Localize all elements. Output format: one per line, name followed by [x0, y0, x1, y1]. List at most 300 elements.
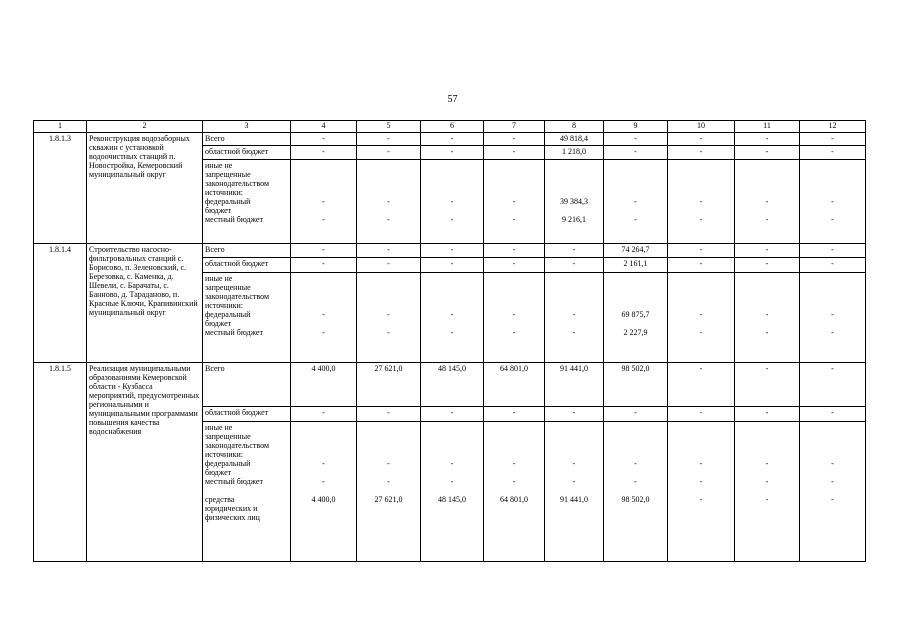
- value: [423, 206, 481, 215]
- value: [737, 513, 797, 522]
- column-header: 7: [484, 121, 545, 133]
- value: -: [765, 495, 769, 504]
- funding-source-line: источники:: [205, 301, 243, 310]
- value: -: [512, 197, 516, 206]
- value: -: [450, 215, 454, 224]
- value: -: [699, 197, 703, 206]
- value: -: [450, 408, 454, 417]
- value: -: [512, 147, 516, 156]
- value-cell: [484, 133, 545, 146]
- column-header: 8: [545, 121, 604, 133]
- item-code: 1.8.1.3: [34, 133, 87, 244]
- value: -: [699, 134, 703, 143]
- value: [802, 179, 863, 188]
- value: [486, 188, 542, 197]
- value: 9 216,1: [562, 215, 586, 224]
- value: -: [387, 215, 390, 224]
- value: [606, 274, 665, 283]
- value-cell: [800, 258, 866, 273]
- value-cell: [800, 160, 866, 244]
- value: [670, 441, 732, 450]
- value: [293, 301, 354, 310]
- value: [547, 161, 601, 170]
- value: -: [765, 328, 769, 337]
- value: [293, 319, 354, 328]
- value: -: [322, 477, 325, 486]
- value-cell: [357, 273, 421, 363]
- value: -: [765, 408, 769, 417]
- value: [423, 432, 481, 441]
- value: [293, 283, 354, 292]
- value: 98 502,0: [621, 364, 650, 373]
- value: 69 875,7: [621, 310, 650, 319]
- value: -: [699, 477, 703, 486]
- value: -: [450, 477, 454, 486]
- funding-source-line: местный бюджет: [205, 328, 263, 337]
- value: [802, 206, 863, 215]
- value: [359, 423, 418, 432]
- value: [802, 423, 863, 432]
- value: [293, 504, 354, 513]
- value: -: [387, 245, 390, 254]
- value: -: [512, 215, 516, 224]
- value: [547, 450, 601, 459]
- funding-source-line: законодательством: [205, 292, 270, 301]
- value: [423, 292, 481, 301]
- item-code: 1.8.1.5: [34, 363, 87, 562]
- item-name: Реализация муниципальными образованиями Кемеровской области - Кузбасса мероприятий, предусмотренных региональными и муниципальными программами повышения качества водоснабжения: [87, 363, 203, 562]
- value: [359, 513, 418, 522]
- value-cell: [735, 146, 800, 160]
- value: [670, 486, 732, 495]
- value: 98 502,0: [621, 495, 650, 504]
- funding-source-line: бюджет: [205, 468, 232, 477]
- value: -: [699, 215, 703, 224]
- value: [606, 161, 665, 170]
- value: [359, 206, 418, 215]
- value: [547, 206, 601, 215]
- value-cell: [357, 363, 421, 407]
- value: 2 161,1: [623, 259, 648, 268]
- value-cell: [735, 258, 800, 273]
- value-cell: [421, 407, 484, 422]
- value: 1 218,0: [562, 147, 586, 156]
- value: -: [699, 408, 703, 417]
- funding-source: [203, 258, 291, 273]
- value: [293, 468, 354, 477]
- value: -: [322, 459, 325, 468]
- value: [606, 468, 665, 477]
- value: [670, 283, 732, 292]
- value: [547, 179, 601, 188]
- value: [802, 170, 863, 179]
- value: [737, 179, 797, 188]
- value-cell: [800, 244, 866, 258]
- value-cell: [604, 146, 668, 160]
- value: [486, 292, 542, 301]
- value: [802, 292, 863, 301]
- value: [359, 179, 418, 188]
- value: -: [765, 215, 769, 224]
- value: [670, 206, 732, 215]
- value-cell: [421, 146, 484, 160]
- value: [486, 274, 542, 283]
- value: [359, 468, 418, 477]
- value: -: [450, 459, 454, 468]
- value: [670, 274, 732, 283]
- value-cell: [668, 273, 735, 363]
- value-cell: [604, 258, 668, 273]
- value: [423, 486, 481, 495]
- value-cell: [668, 407, 735, 422]
- value-cell: [735, 407, 800, 422]
- value: 74 264,7: [621, 245, 650, 254]
- item-code: 1.8.1.4: [34, 244, 87, 363]
- value: [547, 283, 601, 292]
- funding-source-line: Всего: [205, 364, 225, 373]
- value-cell: [291, 422, 357, 562]
- value: [547, 188, 601, 197]
- value: [359, 504, 418, 513]
- value: [486, 423, 542, 432]
- value: -: [765, 459, 769, 468]
- value: [293, 432, 354, 441]
- column-header: 5: [357, 121, 421, 133]
- funding-source-line: Всего: [205, 245, 225, 254]
- value: -: [450, 245, 454, 254]
- header-row: [34, 121, 866, 133]
- column-header: 11: [735, 121, 800, 133]
- value: [423, 468, 481, 477]
- value: [293, 450, 354, 459]
- value: [293, 274, 354, 283]
- value-cell: [291, 363, 357, 407]
- value: -: [572, 245, 576, 254]
- value: [802, 504, 863, 513]
- value-cell: [545, 273, 604, 363]
- value: -: [831, 328, 834, 337]
- value: -: [450, 147, 454, 156]
- funding-source-line: иные не: [205, 423, 233, 432]
- value: -: [765, 259, 769, 268]
- value: 64 801,0: [500, 495, 528, 504]
- value: -: [387, 310, 390, 319]
- value-cell: [484, 146, 545, 160]
- value: [423, 441, 481, 450]
- value: -: [831, 310, 834, 319]
- value-cell: [668, 422, 735, 562]
- value: [606, 486, 665, 495]
- value: [606, 432, 665, 441]
- value-cell: [291, 407, 357, 422]
- value-cell: [668, 363, 735, 407]
- funding-source-line: запрещенные: [205, 432, 251, 441]
- value-cell: [545, 422, 604, 562]
- value: [486, 450, 542, 459]
- value: [423, 301, 481, 310]
- value: [606, 423, 665, 432]
- value: -: [634, 477, 637, 486]
- value-cell: [545, 146, 604, 160]
- value: [359, 301, 418, 310]
- value: -: [512, 245, 516, 254]
- value: -: [831, 259, 834, 268]
- value: -: [699, 364, 703, 373]
- value: [737, 206, 797, 215]
- value: -: [572, 259, 576, 268]
- value-cell: [735, 273, 800, 363]
- value: [547, 513, 601, 522]
- funding-source-line: средства: [205, 495, 235, 504]
- value: 49 818,4: [560, 134, 588, 143]
- value: [670, 504, 732, 513]
- value: -: [512, 328, 516, 337]
- value: [423, 504, 481, 513]
- value: [737, 292, 797, 301]
- value: -: [512, 408, 516, 417]
- value-cell: [357, 422, 421, 562]
- value: [547, 504, 601, 513]
- value: -: [322, 328, 325, 337]
- value: [737, 274, 797, 283]
- value: [802, 486, 863, 495]
- value: [293, 292, 354, 301]
- value: [547, 170, 601, 179]
- value: [737, 319, 797, 328]
- value: -: [699, 310, 703, 319]
- funding-source: [203, 363, 291, 407]
- value: [423, 179, 481, 188]
- value: 64 801,0: [500, 364, 528, 373]
- value: -: [699, 328, 703, 337]
- value: -: [831, 215, 834, 224]
- funding-source-line: иные не: [205, 274, 233, 283]
- value: [486, 441, 542, 450]
- value: -: [572, 328, 576, 337]
- page-number: 57: [447, 94, 458, 105]
- value: [737, 432, 797, 441]
- value-cell: [357, 160, 421, 244]
- value-cell: [357, 258, 421, 273]
- value: [547, 292, 601, 301]
- value: [423, 170, 481, 179]
- funding-source-line: физических лиц: [205, 513, 260, 522]
- value: [606, 206, 665, 215]
- funding-source-line: источники:: [205, 450, 243, 459]
- value: 4 400,0: [311, 495, 336, 504]
- value: [670, 468, 732, 477]
- value: [802, 450, 863, 459]
- funding-source-line: источники:: [205, 188, 243, 197]
- value: -: [387, 147, 390, 156]
- value-cell: [604, 363, 668, 407]
- value: [423, 188, 481, 197]
- funding-source-line: Всего: [205, 134, 225, 143]
- value-cell: [545, 258, 604, 273]
- value: -: [387, 259, 390, 268]
- funding-source-line: [205, 486, 288, 495]
- item-name: Реконструкция водозаборных скважин с установкой водоочистных станций п. Новостройка, Кемеровский муниципальный округ: [87, 133, 203, 244]
- funding-source-line: запрещенные: [205, 283, 251, 292]
- item-name: Строительство насосно-фильтровальных станций с. Борисово, п. Зеленовский, с. Березовка, с. Каменка, д. Шевели, с. Барачаты, с. Банново, д. Тараданово, п. Красные Ключи, Крапивинский муниципальный округ: [87, 244, 203, 363]
- value: -: [765, 197, 769, 206]
- value: -: [322, 147, 325, 156]
- column-header: 12: [800, 121, 866, 133]
- funding-source-line: местный бюджет: [205, 477, 263, 486]
- funding-source-line: федеральный: [205, 459, 251, 468]
- funding-source-line: областной бюджет: [205, 408, 269, 417]
- value: [670, 423, 732, 432]
- value: [737, 301, 797, 310]
- value: -: [387, 459, 390, 468]
- value: [359, 486, 418, 495]
- column-header: 6: [421, 121, 484, 133]
- value: [293, 161, 354, 170]
- value-cell: [545, 244, 604, 258]
- value: [486, 283, 542, 292]
- column-header: 2: [87, 121, 203, 133]
- value-cell: [545, 363, 604, 407]
- value: -: [450, 259, 454, 268]
- funding-source-line: бюджет: [205, 206, 232, 215]
- value: [670, 292, 732, 301]
- value-cell: [545, 407, 604, 422]
- value: [486, 206, 542, 215]
- value-cell: [604, 407, 668, 422]
- value: -: [322, 259, 325, 268]
- value-cell: [668, 133, 735, 146]
- value: [670, 432, 732, 441]
- value: [606, 292, 665, 301]
- value-cell: [484, 258, 545, 273]
- value: [802, 274, 863, 283]
- value-cell: [800, 363, 866, 407]
- value: [606, 513, 665, 522]
- value: -: [831, 364, 834, 373]
- value-cell: [291, 133, 357, 146]
- value: 2 227,9: [623, 328, 648, 337]
- value: -: [450, 328, 454, 337]
- value: [670, 319, 732, 328]
- value: [606, 283, 665, 292]
- value-cell: [357, 407, 421, 422]
- funding-source-line: законодательством: [205, 179, 270, 188]
- value: [359, 274, 418, 283]
- value: 91 441,0: [560, 364, 588, 373]
- value: [423, 283, 481, 292]
- value: [737, 283, 797, 292]
- value: [423, 513, 481, 522]
- value: -: [322, 134, 325, 143]
- value: [486, 486, 542, 495]
- value: [547, 319, 601, 328]
- value: [293, 170, 354, 179]
- table-row: [34, 133, 866, 146]
- value: 48 145,0: [438, 495, 466, 504]
- column-header: 1: [34, 121, 87, 133]
- value-cell: [735, 244, 800, 258]
- value-cell: [357, 133, 421, 146]
- funding-source-line: федеральный: [205, 310, 251, 319]
- value-cell: [484, 273, 545, 363]
- value: [423, 161, 481, 170]
- value: [547, 274, 601, 283]
- value: [802, 188, 863, 197]
- value: [670, 188, 732, 197]
- value-cell: [484, 363, 545, 407]
- value-cell: [604, 133, 668, 146]
- funding-source-line: областной бюджет: [205, 259, 269, 268]
- value-cell: [421, 363, 484, 407]
- funding-source: [203, 407, 291, 422]
- value: -: [572, 477, 576, 486]
- value-cell: [604, 422, 668, 562]
- value-cell: [484, 407, 545, 422]
- value: -: [765, 245, 769, 254]
- funding-source: [203, 160, 291, 244]
- value: -: [450, 310, 454, 319]
- value: [802, 319, 863, 328]
- value-cell: [800, 133, 866, 146]
- value: -: [322, 197, 325, 206]
- value: [547, 486, 601, 495]
- value: [486, 504, 542, 513]
- value: [423, 274, 481, 283]
- funding-source: [203, 146, 291, 160]
- value: [423, 319, 481, 328]
- column-header: 3: [203, 121, 291, 133]
- value: [359, 432, 418, 441]
- value: -: [572, 310, 576, 319]
- value-cell: [291, 258, 357, 273]
- value: -: [831, 147, 834, 156]
- value: -: [765, 147, 769, 156]
- value: -: [634, 147, 637, 156]
- value: [359, 170, 418, 179]
- value: [802, 468, 863, 477]
- value: -: [512, 259, 516, 268]
- value-cell: [800, 422, 866, 562]
- funding-source: [203, 133, 291, 146]
- value: -: [512, 310, 516, 319]
- value-cell: [735, 363, 800, 407]
- value: -: [322, 245, 325, 254]
- value: 91 441,0: [560, 495, 588, 504]
- value: [359, 283, 418, 292]
- value: [547, 441, 601, 450]
- value: -: [699, 495, 703, 504]
- value: [802, 283, 863, 292]
- value: -: [765, 477, 769, 486]
- value: [737, 170, 797, 179]
- value: [737, 486, 797, 495]
- value-cell: [735, 160, 800, 244]
- value: [293, 423, 354, 432]
- value: -: [634, 197, 637, 206]
- value: [486, 301, 542, 310]
- value-cell: [484, 422, 545, 562]
- value: [359, 161, 418, 170]
- budget-table: [33, 120, 866, 562]
- value-cell: [800, 273, 866, 363]
- value: [293, 441, 354, 450]
- value: [670, 513, 732, 522]
- value: [486, 170, 542, 179]
- value: [606, 301, 665, 310]
- value-cell: [800, 407, 866, 422]
- funding-source-line: областной бюджет: [205, 147, 269, 156]
- value: -: [322, 215, 325, 224]
